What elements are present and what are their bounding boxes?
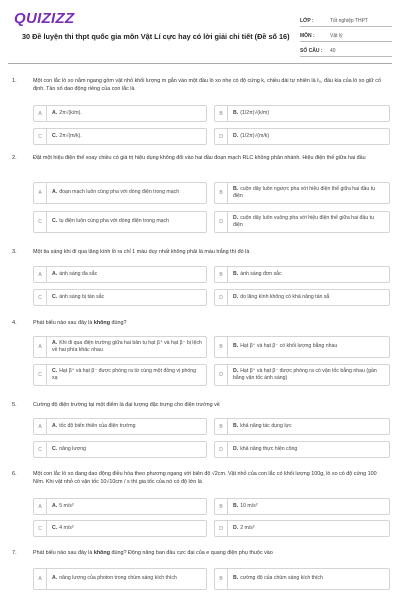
- option-text: [52, 365, 202, 385]
- option-text: [233, 569, 385, 589]
- option-letter: B: [215, 183, 228, 203]
- option-text: [233, 442, 385, 457]
- question-text: Một tia sáng khi đi qua lăng kính lồ ra chỉ 1 màu duy nhất không phải là màu trắng thì đó là: [33, 249, 250, 255]
- option-label: Khi đi qua điện trường giữa hai bản tụ hạt β⁺ và hạt β⁻ bị lệch về hai phía khác nhau: [52, 339, 202, 353]
- question-text-emphasis: không: [93, 550, 111, 556]
- option-label: cuộn dây luôn vuông pha với hiệu điện thế giữa hai đầu tụ điện: [233, 214, 374, 228]
- worksheet-title: 30 Đề luyện thi thpt quốc gia môn Vật Lí cực hay có lời giải chi tiết (Đề số 16): [22, 32, 290, 41]
- question-number: 5.: [12, 402, 17, 408]
- question-text-after: đúng?: [110, 320, 127, 326]
- option-label: đoạn mạch luôn cùng pha với dòng điện trong mạch: [59, 189, 180, 196]
- option-prefix: D.: [233, 445, 239, 452]
- option-text: [52, 521, 202, 536]
- option-text: [233, 267, 385, 282]
- header-divider: [8, 63, 392, 64]
- meta-label: SỐ CÂU :: [300, 47, 323, 54]
- option-text: [233, 106, 385, 121]
- option-label: khả năng thực hiện công: [240, 445, 298, 452]
- option-letter: C: [34, 129, 47, 144]
- question-number: 1.: [12, 78, 17, 84]
- option-prefix: B.: [233, 109, 239, 116]
- question-number: 3.: [12, 249, 17, 255]
- option-label: tốc độ biến thiên của điện trường: [59, 422, 136, 429]
- option-prefix: C.: [52, 293, 58, 300]
- option-c[interactable]: [33, 128, 207, 145]
- option-letter: B: [215, 569, 228, 589]
- option-label: 2π√(k/m).: [59, 109, 82, 116]
- question-text-after: đúng? Động năng ban đầu cực đại của e quang điện phụ thuộc vào: [110, 550, 273, 556]
- meta-row-subject: [300, 27, 392, 42]
- question-text-before: Phát biểu nào sau đây là: [33, 550, 94, 556]
- option-label: khả năng tác dụng lực: [240, 422, 292, 429]
- option-letter: B: [215, 499, 228, 514]
- option-letter: C: [34, 212, 47, 232]
- question-text: Một con lắc lò xo đang dao động điều hòa theo phương ngang với biên độ √2cm. Vật nhỏ của con lắc có khối lượng 100g, lò xo có độ cứng 100 N/m. Khi vật nhỏ có vận tốc 10√10cm / s thì gia tốc của nó có độ lớn là: [33, 471, 377, 485]
- option-prefix: C.: [52, 218, 58, 225]
- option-label: 10 m/s²: [240, 502, 258, 509]
- quizizz-logo: QUIZIZZ: [14, 10, 75, 27]
- option-c[interactable]: [33, 520, 207, 537]
- option-b[interactable]: [214, 568, 390, 590]
- option-letter: C: [34, 365, 47, 385]
- meta-label: MÔN :: [300, 32, 315, 39]
- option-letter: A: [34, 267, 47, 282]
- option-letter: A: [34, 419, 47, 434]
- option-prefix: D.: [233, 367, 239, 374]
- option-letter: A: [34, 337, 47, 357]
- option-label: (1/2π)√(m/k): [240, 132, 270, 139]
- question-number: 6.: [12, 471, 17, 477]
- option-text: [52, 569, 202, 589]
- option-text: [52, 419, 202, 434]
- option-label: năng lượng của photon trong chùm sáng kích thích: [59, 575, 177, 582]
- meta-row-count: [300, 42, 392, 57]
- option-text: [233, 129, 385, 144]
- option-prefix: A.: [52, 502, 58, 509]
- option-label: Hạt β⁺ và hạt β⁻ được phóng ra có vận tốc bằng nhau (gần bằng vận tốc ánh sáng): [233, 367, 377, 381]
- option-a[interactable]: [33, 336, 207, 358]
- option-a[interactable]: [33, 266, 207, 283]
- question-text: [33, 320, 388, 328]
- option-d[interactable]: [214, 128, 390, 145]
- option-text: [233, 499, 385, 514]
- option-prefix: A.: [52, 189, 58, 196]
- option-prefix: A.: [52, 339, 58, 346]
- option-label: cuộn dây luôn ngược pha với hiệu điện thế giữa hai đầu tụ điện: [233, 185, 376, 199]
- option-a[interactable]: [33, 182, 207, 204]
- option-prefix: D.: [233, 524, 239, 531]
- option-prefix: A.: [52, 422, 58, 429]
- option-text: [233, 337, 385, 357]
- option-letter: D: [215, 521, 228, 536]
- option-prefix: C.: [52, 132, 58, 139]
- option-prefix: A.: [52, 575, 58, 582]
- option-text: [52, 290, 202, 305]
- option-letter: A: [34, 499, 47, 514]
- option-b[interactable]: [214, 105, 390, 122]
- option-prefix: B.: [233, 270, 239, 277]
- option-label: ánh sáng bị tán sắc: [59, 293, 105, 300]
- option-label: 4 m/s²: [59, 524, 74, 531]
- option-letter: D: [215, 129, 228, 144]
- option-prefix: B.: [233, 502, 239, 509]
- option-letter: B: [215, 267, 228, 282]
- option-label: 5 m/s²: [59, 502, 74, 509]
- option-b[interactable]: [214, 418, 390, 435]
- option-d[interactable]: [214, 289, 390, 306]
- option-letter: A: [34, 569, 47, 589]
- option-label: tụ điện luôn cùng pha với dòng điện trong mạch: [59, 218, 170, 225]
- meta-label: LỚP :: [300, 17, 314, 24]
- meta-value[interactable]: Vật lý: [330, 32, 343, 39]
- option-label: 2 m/s²: [240, 524, 255, 531]
- option-prefix: B.: [233, 575, 239, 582]
- option-text: [233, 290, 385, 305]
- question-text: Một con lắc lò xo nằm ngang gồm vật nhỏ khối lượng m gắn vào một đầu lò xo nhẹ có độ cứng k, chiều dài tự nhiên là ℓ₀, đầu kia của lò xo giữ cố định. Tần số dao động riêng của con lắc là: [33, 78, 381, 92]
- option-d[interactable]: [214, 520, 390, 537]
- option-letter: B: [215, 106, 228, 121]
- option-d[interactable]: [214, 441, 390, 458]
- option-text: [52, 212, 202, 232]
- option-text: [233, 212, 385, 232]
- option-d[interactable]: [214, 211, 390, 233]
- option-prefix: B.: [233, 422, 239, 429]
- option-label: do lăng kính không có khả năng tán sắ: [240, 293, 330, 300]
- option-prefix: D.: [233, 132, 239, 139]
- option-c[interactable]: [33, 289, 207, 306]
- option-b[interactable]: [214, 182, 390, 204]
- option-prefix: A.: [52, 109, 58, 116]
- option-letter: C: [34, 290, 47, 305]
- question-number: 4.: [12, 320, 17, 326]
- option-text: [52, 183, 202, 203]
- option-a[interactable]: [33, 568, 207, 590]
- option-label: (1/2π)√(k/m): [240, 109, 270, 116]
- option-text: [233, 521, 385, 536]
- option-prefix: B.: [233, 185, 239, 192]
- option-letter: A: [34, 183, 47, 203]
- question-text: Đặt một hiệu điện thế xoay chiều có giá trị hiệu dụng không đổi vào hai đầu đoạn mạch RLC không phân nhánh. Hiệu điện thế giữa hai đầu: [33, 155, 366, 161]
- option-letter: C: [34, 442, 47, 457]
- option-prefix: C.: [52, 367, 58, 374]
- option-text: [233, 183, 385, 203]
- question-text-emphasis: không: [93, 320, 111, 326]
- question-text: Cường độ điện trường tại một điểm là đại lượng đặc trưng cho điện trường về: [33, 402, 220, 408]
- option-b[interactable]: [214, 266, 390, 283]
- option-c[interactable]: [33, 441, 207, 458]
- option-letter: C: [34, 521, 47, 536]
- question-number: 2.: [12, 155, 17, 161]
- option-label: ánh sáng đơn sắc: [240, 270, 282, 277]
- option-label: cường độ của chùm sáng kích thích: [240, 575, 323, 582]
- option-a[interactable]: [33, 418, 207, 435]
- option-label: ánh sáng đa sắc: [59, 270, 98, 277]
- worksheet-header: [0, 0, 400, 62]
- option-letter: D: [215, 442, 228, 457]
- question-text-before: Phát biểu nào sau đây là: [33, 320, 94, 326]
- option-text: [233, 419, 385, 434]
- option-text: [52, 499, 202, 514]
- option-a[interactable]: [33, 498, 207, 515]
- option-d[interactable]: [214, 364, 390, 386]
- option-prefix: C.: [52, 445, 58, 452]
- option-label: 2π√(m/k).: [59, 132, 82, 139]
- option-prefix: A.: [52, 270, 58, 277]
- option-prefix: D.: [233, 293, 239, 300]
- option-text: [233, 365, 385, 385]
- option-b[interactable]: [214, 336, 390, 358]
- option-text: [52, 442, 202, 457]
- option-a[interactable]: [33, 105, 207, 122]
- option-text: [52, 337, 202, 357]
- meta-row-class: [300, 12, 392, 27]
- option-label: Hạt β⁺ và hạt β⁻ có khối lượng bằng nhau: [240, 343, 338, 350]
- option-letter: D: [215, 365, 228, 385]
- option-letter: D: [215, 290, 228, 305]
- option-c[interactable]: [33, 364, 207, 386]
- option-prefix: C.: [52, 524, 58, 531]
- option-text: [52, 129, 202, 144]
- option-letter: A: [34, 106, 47, 121]
- option-prefix: B.: [233, 343, 239, 350]
- option-letter: D: [215, 212, 228, 232]
- question-text: [33, 550, 388, 558]
- question-number: 7.: [12, 550, 17, 556]
- meta-value[interactable]: 40: [330, 47, 336, 54]
- option-letter: B: [215, 419, 228, 434]
- meta-value[interactable]: Tốt nghiệp THPT: [330, 17, 368, 24]
- worksheet-meta: [300, 12, 392, 57]
- option-text: [52, 267, 202, 282]
- option-letter: B: [215, 337, 228, 357]
- option-c[interactable]: [33, 211, 207, 233]
- option-text: [52, 106, 202, 121]
- option-prefix: D.: [233, 214, 239, 221]
- option-label: Hạt β⁺ và hạt β⁻ được phóng ra từ cùng một đồng vị phóng xạ: [52, 367, 197, 381]
- option-b[interactable]: [214, 498, 390, 515]
- option-label: năng lượng: [59, 445, 86, 452]
